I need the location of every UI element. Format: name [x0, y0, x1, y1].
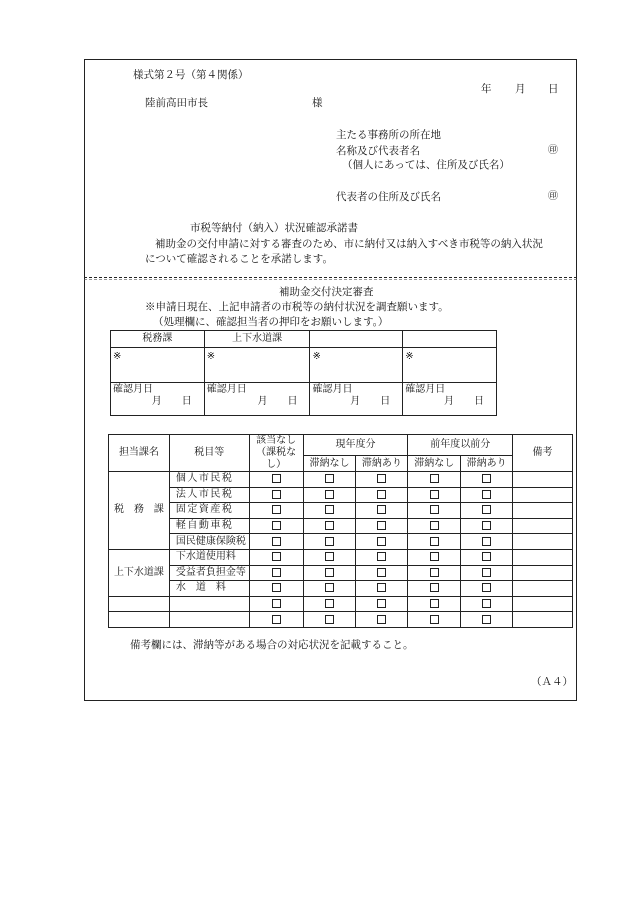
tax-item-cell[interactable] [169, 612, 249, 628]
status-checkbox-cell[interactable] [249, 518, 303, 534]
status-checkbox-cell[interactable] [461, 503, 513, 519]
seal-cell[interactable] [111, 348, 205, 383]
month-label: 月 [151, 396, 162, 407]
status-checkbox-cell[interactable] [249, 549, 303, 565]
tax-row [109, 565, 573, 581]
checkbox[interactable] [377, 490, 386, 499]
status-checkbox-cell[interactable] [303, 549, 356, 565]
tax-item-cell: 国民健康保険税 [169, 534, 249, 550]
remarks-cell[interactable] [513, 549, 573, 565]
date-cell[interactable] [111, 383, 205, 416]
date-label: 確認月日 [206, 384, 247, 395]
consent-title: 市税等納付（納入）状況確認承諾書 [190, 222, 358, 234]
remarks-cell[interactable] [513, 503, 573, 519]
footer-note: 備考欄には、滞納等がある場合の対応状況を記載すること。 [130, 639, 414, 651]
checkbox[interactable] [430, 568, 439, 577]
date-day: 日 [548, 83, 559, 95]
header-current-no-arrears: 滞納なし [303, 456, 356, 472]
checkbox[interactable] [482, 474, 491, 483]
checkbox[interactable] [430, 599, 439, 608]
checkbox[interactable] [272, 537, 281, 546]
remarks-cell[interactable] [513, 472, 573, 488]
remarks-cell[interactable] [513, 612, 573, 628]
status-checkbox-cell[interactable] [408, 487, 461, 503]
remarks-cell[interactable] [513, 487, 573, 503]
checkbox[interactable] [325, 537, 334, 546]
tax-item-cell: 固定資産税 [169, 503, 249, 519]
date-label: 確認月日 [405, 384, 446, 395]
checkbox[interactable] [430, 505, 439, 514]
status-checkbox-cell[interactable] [249, 534, 303, 550]
consent-line-1: 補助金の交付申請に対する審査のため、市に納付又は納入すべき市税等の納入状況 [155, 238, 543, 250]
confirm-header-water: 上下水道課 [204, 331, 310, 348]
tax-row-blank [109, 612, 573, 628]
checkbox[interactable] [325, 474, 334, 483]
checkbox[interactable] [430, 615, 439, 624]
status-checkbox-cell[interactable] [303, 503, 356, 519]
date-month: 月 [515, 83, 526, 95]
confirm-header-3 [310, 331, 403, 348]
seal-mark-2: ㊞ [548, 191, 558, 202]
status-checkbox-cell[interactable] [303, 596, 356, 612]
status-checkbox-cell[interactable] [461, 612, 513, 628]
tax-row [109, 503, 573, 519]
status-checkbox-cell[interactable] [356, 487, 408, 503]
dept-cell: 上下水道課 [109, 549, 170, 596]
checkbox[interactable] [430, 474, 439, 483]
seal-cell[interactable] [403, 348, 497, 383]
addressee-honorific: 様 [312, 97, 323, 109]
tax-item-cell: 軽自動車税 [169, 518, 249, 534]
status-checkbox-cell[interactable] [303, 612, 356, 628]
status-checkbox-cell[interactable] [249, 565, 303, 581]
checkbox[interactable] [377, 552, 386, 561]
month-label: 月 [257, 396, 268, 407]
mark-symbol: ※ [206, 351, 216, 362]
date-year: 年 [481, 83, 492, 95]
checkbox[interactable] [272, 615, 281, 624]
status-checkbox-cell[interactable] [356, 503, 408, 519]
status-checkbox-cell[interactable] [408, 472, 461, 488]
remarks-cell[interactable] [513, 518, 573, 534]
checkbox[interactable] [272, 490, 281, 499]
checkbox[interactable] [325, 583, 334, 592]
day-label: 日 [287, 396, 298, 407]
status-checkbox-cell[interactable] [356, 581, 408, 597]
tax-row [109, 472, 573, 488]
status-checkbox-cell[interactable] [249, 596, 303, 612]
checkbox[interactable] [325, 521, 334, 530]
status-checkbox-cell[interactable] [408, 534, 461, 550]
status-checkbox-cell[interactable] [408, 549, 461, 565]
remarks-cell[interactable] [513, 565, 573, 581]
review-note-1: ※申請日現在、上記申請者の市税等の納付状況を調査願います。 [145, 301, 449, 313]
day-label: 日 [474, 396, 484, 407]
remarks-cell[interactable] [513, 534, 573, 550]
date-cell[interactable] [310, 383, 403, 416]
remarks-cell[interactable] [513, 581, 573, 597]
checkbox[interactable] [430, 552, 439, 561]
tax-item-cell[interactable] [169, 596, 249, 612]
checkbox[interactable] [377, 568, 386, 577]
status-checkbox-cell[interactable] [356, 518, 408, 534]
tax-row [109, 581, 573, 597]
checkbox[interactable] [377, 615, 386, 624]
header-na-line-2: （課税なし） [256, 447, 297, 470]
tax-status-table [108, 434, 573, 628]
review-note-2: （処理欄に、確認担当者の押印をお願いします。） [153, 316, 389, 328]
status-checkbox-cell[interactable] [249, 487, 303, 503]
checkbox[interactable] [377, 537, 386, 546]
tax-row [109, 534, 573, 550]
month-label: 月 [350, 396, 361, 407]
review-title: 補助金交付決定審査 [279, 286, 374, 298]
status-checkbox-cell[interactable] [461, 518, 513, 534]
status-checkbox-cell[interactable] [408, 565, 461, 581]
status-checkbox-cell[interactable] [408, 596, 461, 612]
status-checkbox-cell[interactable] [356, 596, 408, 612]
status-checkbox-cell[interactable] [461, 472, 513, 488]
confirm-table [110, 330, 497, 416]
dept-cell[interactable] [109, 596, 170, 612]
checkbox[interactable] [272, 552, 281, 561]
tax-item-cell: 法人市民税 [169, 487, 249, 503]
confirm-date-row [111, 383, 497, 416]
header-not-applicable [249, 435, 303, 472]
status-checkbox-cell[interactable] [249, 503, 303, 519]
status-checkbox-cell[interactable] [249, 612, 303, 628]
checkbox[interactable] [272, 568, 281, 577]
checkbox[interactable] [272, 474, 281, 483]
status-checkbox-cell[interactable] [303, 534, 356, 550]
status-checkbox-cell[interactable] [249, 472, 303, 488]
checkbox[interactable] [482, 505, 491, 514]
confirm-header-tax: 税務課 [111, 331, 205, 348]
status-checkbox-cell[interactable] [356, 534, 408, 550]
status-checkbox-cell[interactable] [408, 612, 461, 628]
date-cell[interactable] [204, 383, 310, 416]
status-checkbox-cell[interactable] [356, 565, 408, 581]
status-checkbox-cell[interactable] [461, 534, 513, 550]
consent-line-2: について確認されることを承諾します。 [145, 253, 333, 265]
tax-table-body [109, 472, 573, 628]
status-checkbox-cell[interactable] [461, 596, 513, 612]
checkbox[interactable] [430, 537, 439, 546]
confirm-seal-row [111, 348, 497, 383]
checkbox[interactable] [430, 583, 439, 592]
checkbox[interactable] [377, 599, 386, 608]
form-number: 様式第２号（第４関係） [133, 69, 249, 81]
name-rep-label: 名称及び代表者名 [336, 145, 420, 157]
mark-symbol: ※ [113, 351, 122, 362]
mark-symbol: ※ [405, 351, 414, 362]
confirm-header-row [111, 331, 497, 348]
checkbox[interactable] [377, 474, 386, 483]
checkbox[interactable] [325, 490, 334, 499]
checkbox[interactable] [482, 521, 491, 530]
status-checkbox-cell[interactable] [356, 472, 408, 488]
status-checkbox-cell[interactable] [461, 581, 513, 597]
header-remarks: 備考 [513, 435, 573, 472]
header-previous-arrears: 滞納あり [461, 456, 513, 472]
checkbox[interactable] [482, 552, 491, 561]
remarks-cell[interactable] [513, 596, 573, 612]
date-cell[interactable] [403, 383, 497, 416]
checkbox[interactable] [377, 521, 386, 530]
dept-cell[interactable] [109, 612, 170, 628]
status-checkbox-cell[interactable] [461, 565, 513, 581]
checkbox[interactable] [325, 599, 334, 608]
checkbox[interactable] [482, 599, 491, 608]
tax-item-cell: 受益者負担金等 [169, 565, 249, 581]
day-label: 日 [380, 396, 391, 407]
status-checkbox-cell[interactable] [461, 549, 513, 565]
month-label: 月 [444, 396, 454, 407]
individual-note: （個人にあっては、住所及び氏名） [342, 159, 510, 171]
status-checkbox-cell[interactable] [303, 487, 356, 503]
checkbox[interactable] [430, 490, 439, 499]
date-label: 確認月日 [113, 384, 153, 395]
seal-cell[interactable] [204, 348, 310, 383]
cut-line [84, 277, 577, 278]
confirm-header-4 [403, 331, 497, 348]
status-checkbox-cell[interactable] [461, 487, 513, 503]
checkbox[interactable] [325, 552, 334, 561]
seal-mark-1: ㊞ [548, 145, 558, 156]
header-previous-years: 前年度以前分 [408, 435, 513, 456]
mark-symbol: ※ [312, 351, 321, 362]
header-item: 税目等 [169, 435, 249, 472]
seal-cell[interactable] [310, 348, 403, 383]
status-checkbox-cell[interactable] [303, 565, 356, 581]
status-checkbox-cell[interactable] [303, 581, 356, 597]
status-checkbox-cell[interactable] [408, 503, 461, 519]
cut-line-2 [84, 279, 577, 280]
checkbox[interactable] [482, 583, 491, 592]
header-na-line-1: 該当なし [256, 435, 297, 446]
status-checkbox-cell[interactable] [249, 581, 303, 597]
paper-size: （Ａ４） [531, 676, 573, 688]
day-label: 日 [181, 396, 192, 407]
status-checkbox-cell[interactable] [356, 549, 408, 565]
checkbox[interactable] [325, 568, 334, 577]
office-address-label: 主たる事務所の所在地 [336, 129, 441, 141]
header-dept: 担当課名 [109, 435, 170, 472]
header-current-year: 現年度分 [303, 435, 408, 456]
status-checkbox-cell[interactable] [408, 581, 461, 597]
tax-header-row-1 [109, 435, 573, 456]
tax-row [109, 549, 573, 565]
checkbox[interactable] [482, 490, 491, 499]
date-label: 確認月日 [312, 384, 353, 395]
checkbox[interactable] [325, 615, 334, 624]
tax-item-cell: 個人市民税 [169, 472, 249, 488]
checkbox[interactable] [272, 583, 281, 592]
tax-item-cell: 下水道使用料 [169, 549, 249, 565]
tax-row-blank [109, 596, 573, 612]
checkbox[interactable] [377, 505, 386, 514]
status-checkbox-cell[interactable] [408, 518, 461, 534]
header-current-arrears: 滞納あり [356, 456, 408, 472]
status-checkbox-cell[interactable] [303, 518, 356, 534]
checkbox[interactable] [325, 505, 334, 514]
status-checkbox-cell[interactable] [356, 612, 408, 628]
header-previous-no-arrears: 滞納なし [408, 456, 461, 472]
checkbox[interactable] [482, 537, 491, 546]
dept-cell: 税 務 課 [109, 472, 170, 550]
rep-address-label: 代表者の住所及び氏名 [336, 191, 441, 203]
checkbox[interactable] [482, 615, 491, 624]
tax-row [109, 518, 573, 534]
addressee-name: 陸前高田市長 [145, 97, 208, 109]
checkbox[interactable] [272, 521, 281, 530]
checkbox[interactable] [272, 505, 281, 514]
tax-item-cell: 水 道 料 [169, 581, 249, 597]
checkbox[interactable] [430, 521, 439, 530]
checkbox[interactable] [482, 568, 491, 577]
status-checkbox-cell[interactable] [303, 472, 356, 488]
checkbox[interactable] [377, 583, 386, 592]
checkbox[interactable] [272, 599, 281, 608]
tax-row [109, 487, 573, 503]
